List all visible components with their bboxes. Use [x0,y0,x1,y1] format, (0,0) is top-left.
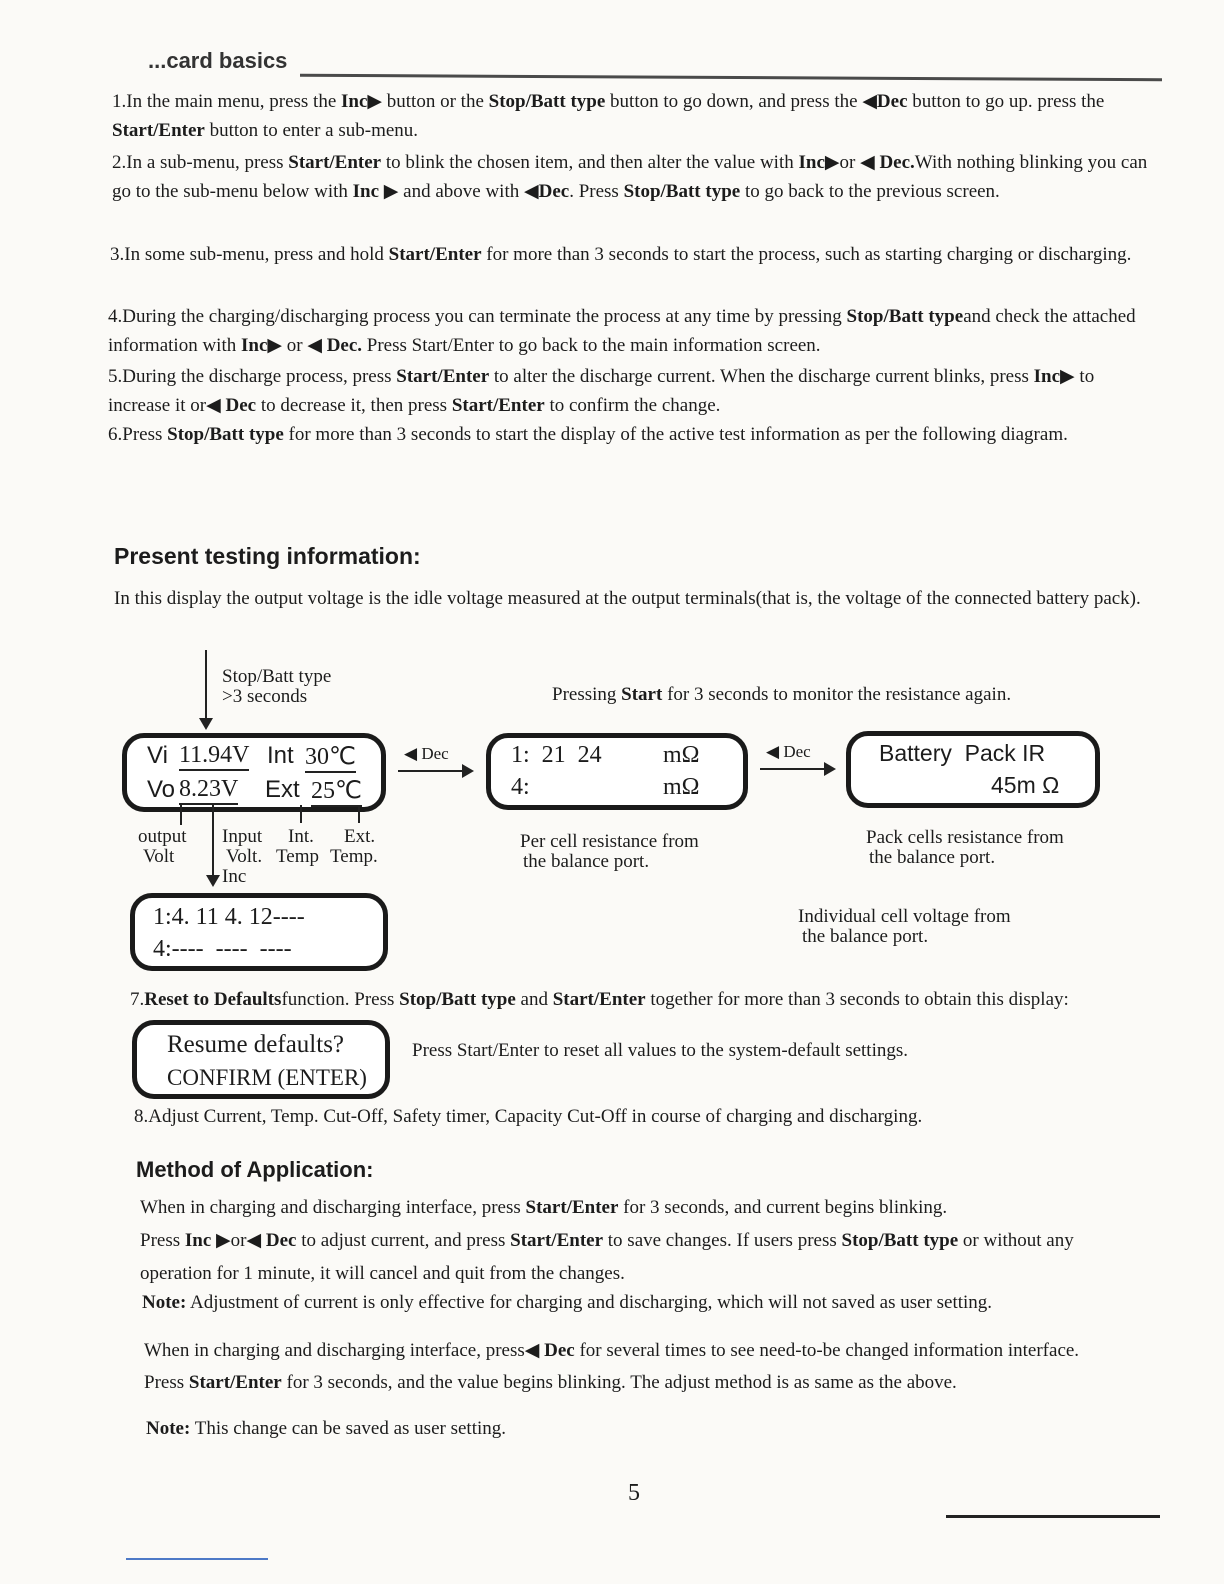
present-heading: Present testing information: [114,543,421,569]
label-ext: Ext. [344,826,376,847]
step-1: 1.In the main menu, press the Inc▶ button or the Stop/Batt type button to go down, and press the ◀Dec button to go up. press the Start/Enter button to enter a sub-menu. [112,91,1105,141]
lcd-main-display [122,733,386,812]
stop-seconds-label: >3 seconds [222,686,308,707]
dec-arrow-1-line [398,770,464,772]
inc-arrow-head [206,875,220,887]
lcd-reset-defaults [132,1020,390,1099]
method-p4: Press Start/Enter for 3 seconds, and the value begins blinking. The adjust method is as same as the above. [144,1372,957,1393]
section-title: ...card basics [148,48,288,73]
step-3: 3.In some sub-menu, press and hold Start/Enter for more than 3 seconds to start the process, such as starting charging or discharging. [110,244,1132,265]
lcd-cells-row1: 1:4. 11 4. 12---- [153,904,305,930]
step-7: 7.Reset to Defaultsfunction. Press Stop/Batt type and Start/Enter together for more than 3 seconds to obtain this display: [130,989,1069,1010]
lcd-res-row1-unit: mΩ [663,742,700,768]
caption-pack-2: the balance port. [869,847,996,868]
label-int: Int. [288,826,314,847]
header-rule [300,74,1162,82]
label-output: output [138,826,187,847]
reset-caption: Press Start/Enter to reset all values to the system-default settings. [412,1040,909,1061]
lcd-reset-row1: Resume defaults? [167,1031,345,1058]
lcd-vi: Vi [147,742,168,769]
page-number: 5 [628,1480,640,1506]
step-5: 5.During the discharge process, press Start/Enter to alter the discharge current. When the discharge current blinks, press Inc▶ to increase it or◀ Dec to decrease it, then press Start/Enter to confirm the change. [108,366,1095,416]
method-p1: When in charging and discharging interface, press Start/Enter for 3 seconds, and current begins blinking. [140,1197,948,1218]
output-tick [180,805,182,825]
pressing-start-note: Pressing Start for 3 seconds to monitor the resistance again. [552,684,1012,705]
lcd-res-row1: 1: 21 24 [511,742,602,768]
step-8: 8.Adjust Current, Temp. Cut-Off, Safety timer, Capacity Cut-Off in course of charging and discharging. [134,1106,923,1127]
lcd-ext-value: 25℃ [311,776,362,807]
footer-rule [946,1515,1160,1518]
caption-per-cell-2: the balance port. [523,851,650,872]
label-int-temp: Temp [276,846,319,867]
label-inc: Inc [222,866,247,887]
lcd-int-value: 30℃ [305,742,356,773]
lcd-int: Int [267,742,294,769]
dec-arrow-2-line [760,768,826,770]
lcd-cells-row2: 4:---- ---- ---- [153,936,292,962]
lcd-vo: Vo [147,776,176,803]
step-4: 4.During the charging/discharging process you can terminate the process at any time by pressing Stop/Batt typeand check the attached information with Inc▶ or ◀ Dec. Press Start/Enter to go back to the main information screen. [108,306,1136,356]
stop-arrow-line [205,650,207,720]
label-input: Input [222,826,263,847]
caption-per-cell-1: Per cell resistance from [520,831,699,852]
input-tick [212,805,214,875]
stop-arrow-head [199,718,213,730]
method-heading: Method of Application: [136,1157,374,1182]
ext-tick [358,805,360,823]
method-note-1: Note: Adjustment of current is only effective for charging and discharging, which will not saved as user setting. [142,1292,993,1313]
method-note-2: Note: This change can be saved as user setting. [146,1418,507,1439]
label-ext-temp: Temp. [330,846,378,867]
dec-label-1: ◀ Dec [404,744,449,763]
lcd-cell-voltage [130,893,388,971]
stop-label: Stop/Batt type [222,666,332,687]
method-p3: When in charging and discharging interface, press◀ Dec for several times to see need-to-be changed information interface. [144,1340,1080,1361]
lcd-pack-ir [846,731,1100,808]
bottom-edge-line [126,1558,268,1560]
present-intro: In this display the output voltage is the idle voltage measured at the output terminals(that is, the voltage of the connected battery pack). [114,588,1141,609]
lcd-vo-value: 8.23V [179,776,238,805]
lcd-res-row2-unit: mΩ [663,774,700,800]
method-p2: Press Inc ▶or◀ Dec to adjust current, and press Start/Enter to save changes. If users press Stop/Batt type or without any operation for 1 minute, it will cancel and quit from the changes. [140,1230,1074,1284]
step-6: 6.Press Stop/Batt type for more than 3 seconds to start the display of the active test information as per the following diagram. [108,424,1068,445]
lcd-vi-value: 11.94V [179,742,249,771]
lcd-cell-resistance [486,733,748,810]
step-2: 2.In a sub-menu, press Start/Enter to blink the chosen item, and then alter the value with Inc▶or ◀ Dec.With nothing blinking you can go to the sub-menu below with Inc ▶ and above with ◀Dec. Press Stop/Batt type to go back to the previous screen. [112,152,1148,202]
dec-label-2: ◀ Dec [766,742,811,761]
label-input-volt: Volt. [226,846,263,867]
lcd-res-row2: 4: [511,774,530,800]
dec-arrow-1-head [462,764,474,778]
label-volt: Volt [143,846,175,867]
int-tick [300,805,302,823]
lcd-ext: Ext [265,776,300,803]
lcd-reset-row2: CONFIRM (ENTER) [167,1065,367,1090]
dec-arrow-2-head [824,762,836,776]
caption-individual-1: Individual cell voltage from [798,906,1011,927]
lcd-ir-row1: Battery Pack IR [879,740,1046,766]
lcd-ir-row2: 45m Ω [991,772,1060,798]
caption-pack-1: Pack cells resistance from [866,827,1064,848]
caption-individual-2: the balance port. [802,926,929,947]
